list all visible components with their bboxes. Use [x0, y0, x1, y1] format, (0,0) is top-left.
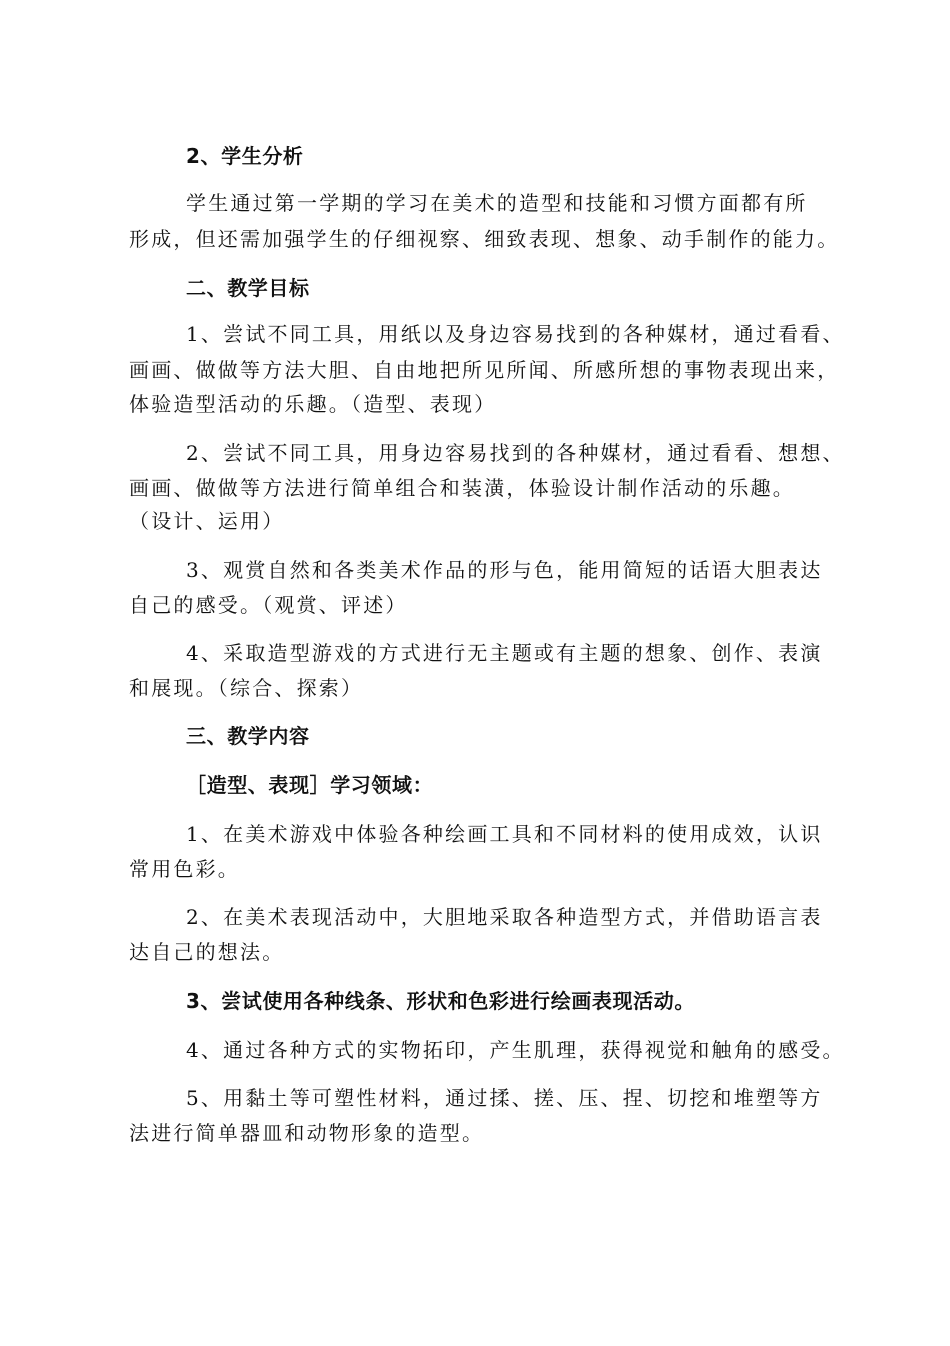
- heading-teaching-goals: 二、教学目标: [186, 276, 310, 300]
- heading-student-analysis: 2、学生分析: [186, 144, 304, 168]
- student-analysis-line-1: 学生通过第一学期的学习在美术的造型和技能和习惯方面都有所: [186, 191, 808, 215]
- goal-3-line-1: 3、观赏自然和各类美术作品的形与色，能用简短的话语大胆表达: [186, 558, 823, 582]
- goal-2-line-1: 2、尝试不同工具，用身边容易找到的各种媒材，通过看看、想想、: [186, 441, 845, 465]
- content-5-line-2: 法进行简单器皿和动物形象的造型。: [129, 1121, 485, 1145]
- goal-1-line-3: 体验造型活动的乐趣。（造型、表现）: [129, 392, 497, 416]
- content-5-line-1: 5、用黏土等可塑性材料，通过揉、搓、压、捏、切挖和堆塑等方: [186, 1086, 823, 1110]
- content-2-line-1: 2、在美术表现活动中，大胆地采取各种造型方式，并借助语言表: [186, 905, 823, 929]
- content-1-line-1: 1、在美术游戏中体验各种绘画工具和不同材料的使用成效，认识: [186, 822, 823, 846]
- content-1-line-2: 常用色彩。: [129, 857, 240, 881]
- content-4-line-1: 4、通过各种方式的实物拓印，产生肌理，获得视觉和触角的感受。: [186, 1038, 845, 1062]
- content-2-line-2: 达自己的想法。: [129, 940, 285, 964]
- goal-2-line-2: 画画、做做等方法进行简单组合和装潢，体验设计制作活动的乐趣。: [129, 476, 795, 500]
- goal-1-line-1: 1、尝试不同工具，用纸以及身边容易找到的各种媒材，通过看看、: [186, 322, 845, 346]
- goal-1-line-2: 画画、做做等方法大胆、自由地把所见所闻、所感所想的事物表现出来，: [129, 358, 840, 382]
- content-3-line-1: 3、尝试使用各种线条、形状和色彩进行绘画表现活动。: [186, 989, 695, 1013]
- goal-2-line-3: （设计、运用）: [129, 509, 285, 533]
- heading-teaching-content: 三、教学内容: [186, 724, 310, 748]
- goal-4-line-1: 4、采取造型游戏的方式进行无主题或有主题的想象、创作、表演: [186, 641, 823, 665]
- goal-4-line-2: 和展现。（综合、探索）: [129, 676, 364, 700]
- subheading-modeling-expression: ［造型、表现］学习领域：: [186, 773, 434, 797]
- goal-3-line-2: 自己的感受。（观赏、评述）: [129, 593, 408, 617]
- student-analysis-line-2: 形成，但还需加强学生的仔细视察、细致表现、想象、动手制作的能力。: [129, 227, 840, 251]
